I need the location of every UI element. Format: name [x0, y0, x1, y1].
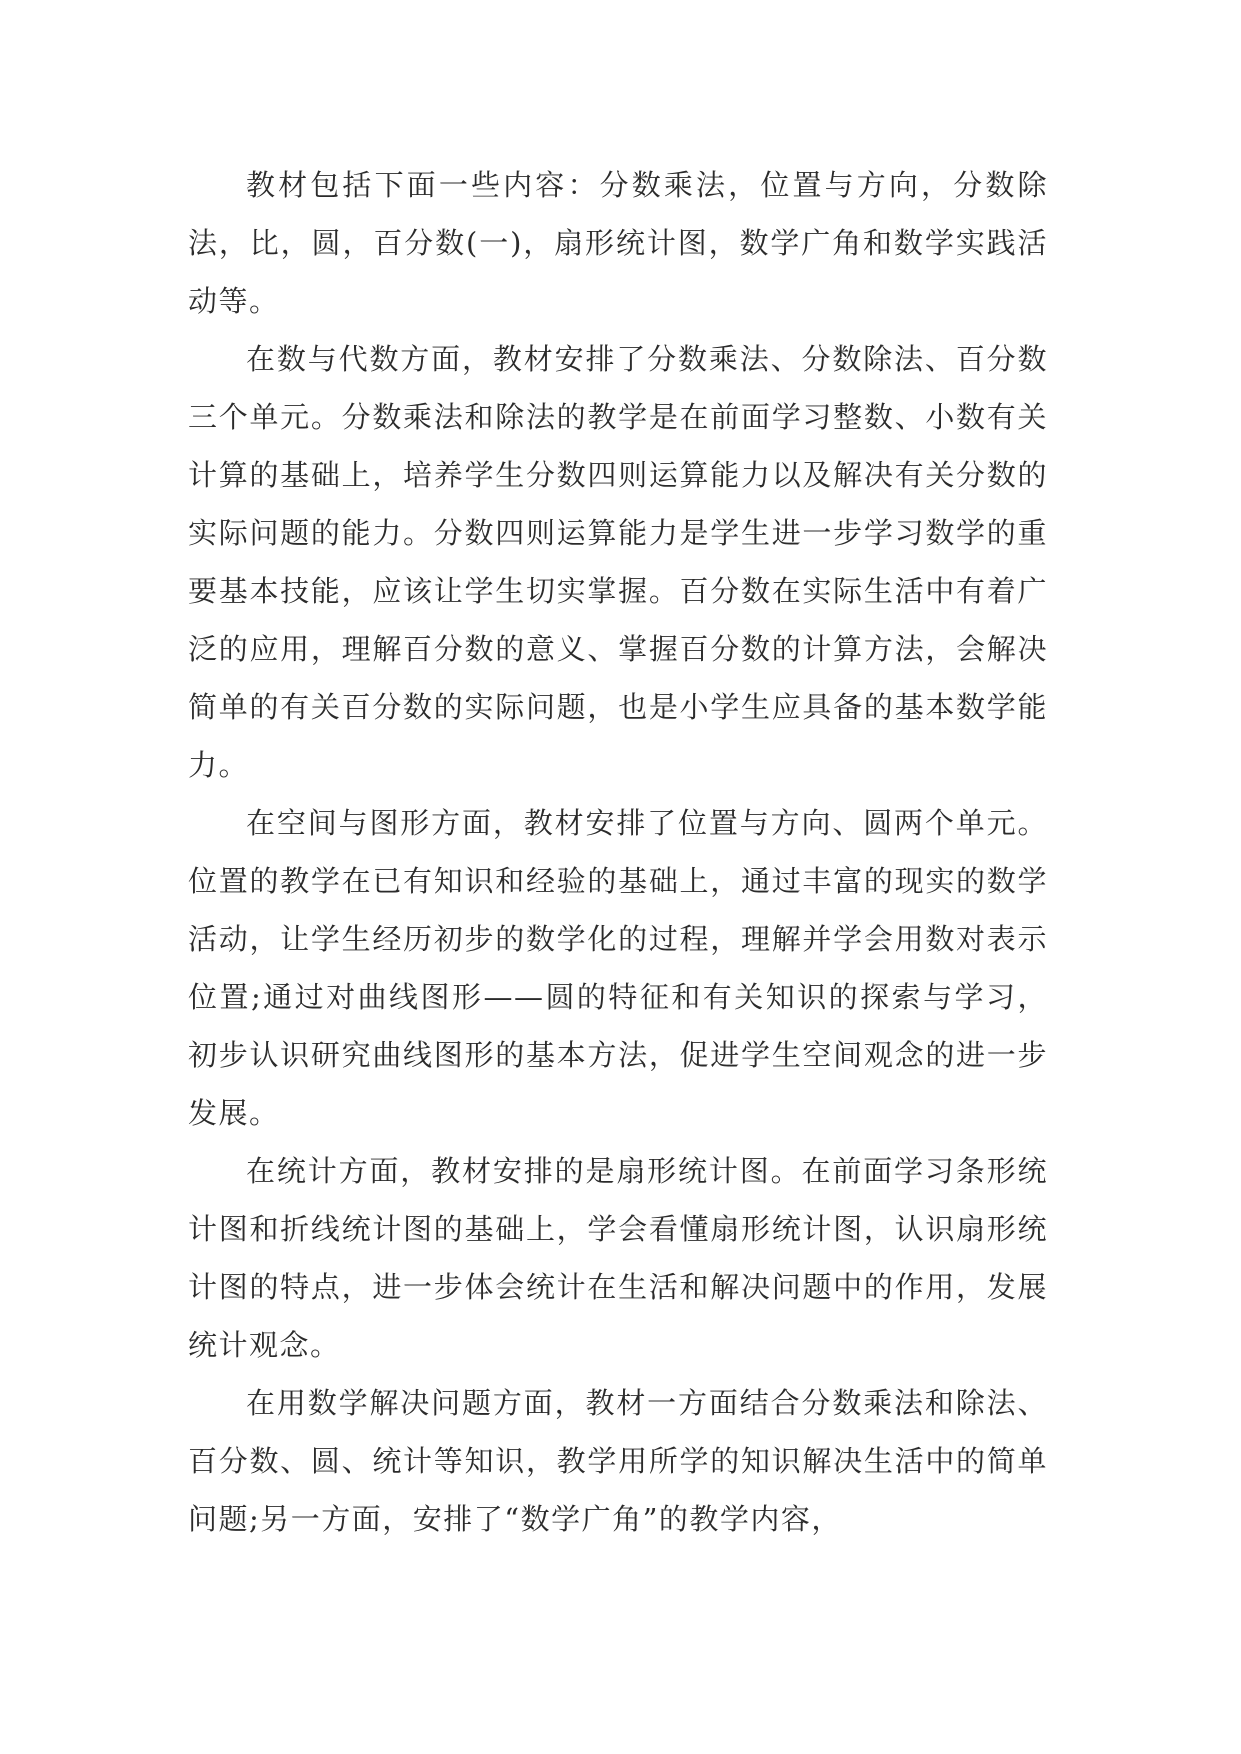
paragraph-statistics: 在统计方面，教材安排的是扇形统计图。在前面学习条形统计图和折线统计图的基础上，学会看懂扇形统计图，认识扇形统计图的特点，进一步体会统计在生活和解决问题中的作用，发展统计观念。: [188, 1154, 1048, 1362]
paragraph-numbers-algebra: 在数与代数方面，教材安排了分数乘法、分数除法、百分数三个单元。分数乘法和除法的教学是在前面学习整数、小数有关计算的基础上，培养学生分数四则运算能力以及解决有关分数的实际问题的能力。分数四则运算能力是学生进一步学习数学的重要基本技能，应该让学生切实掌握。百分数在实际生活中有着广泛的应用，理解百分数的意义、掌握百分数的计算方法，会解决简单的有关百分数的实际问题，也是小学生应具备的基本数学能力。: [188, 342, 1048, 782]
paragraph-contents: 教材包括下面一些内容：分数乘法，位置与方向，分数除法，比，圆，百分数(一)，扇形统计图，数学广角和数学实践活动等。: [188, 168, 1048, 318]
paragraph-problem-solving: 在用数学解决问题方面，教材一方面结合分数乘法和除法、百分数、圆、统计等知识，教学用所学的知识解决生活中的简单问题;另一方面，安排了“数学广角”的教学内容，: [188, 1386, 1048, 1536]
paragraph-space-geometry: 在空间与图形方面，教材安排了位置与方向、圆两个单元。位置的教学在已有知识和经验的基础上，通过丰富的现实的数学活动，让学生经历初步的数学化的过程，理解并学会用数对表示位置;通过对曲线图形——圆的特征和有关知识的探索与学习，初步认识研究曲线图形的基本方法，促进学生空间观念的进一步发展。: [188, 806, 1048, 1130]
document-body: [188, 156, 1048, 1548]
